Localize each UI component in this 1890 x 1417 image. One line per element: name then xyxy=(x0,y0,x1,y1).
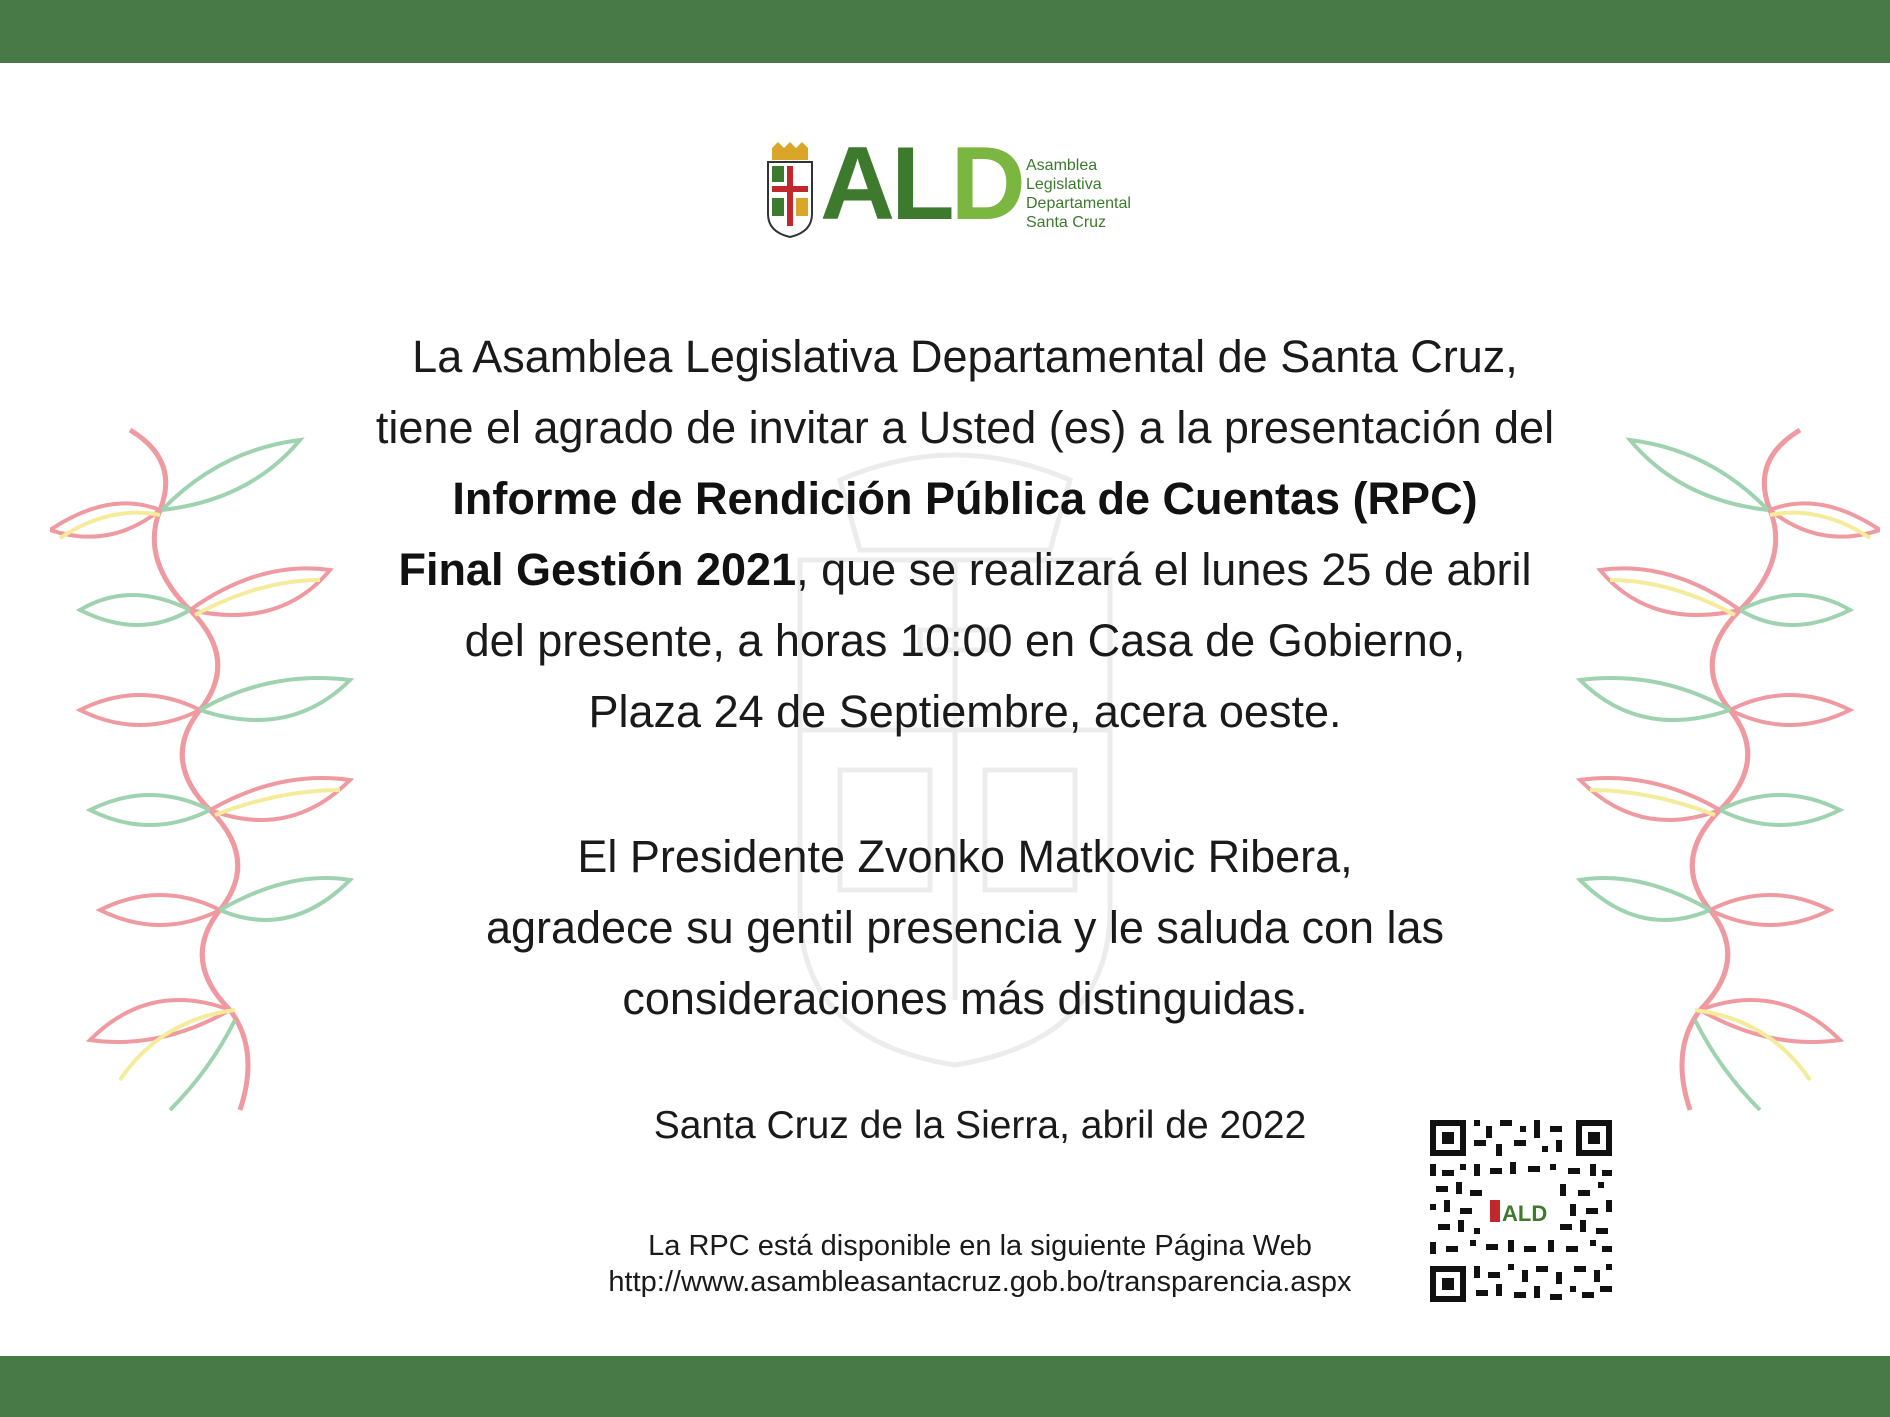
closing-line: agradece su gentil presencia y le saluda con las xyxy=(485,902,1445,953)
logo-abbr-light: D xyxy=(950,126,1022,242)
invitation-line xyxy=(300,534,1630,605)
invitation-line: del presente, a horas 10:00 en Casa de Gobierno, xyxy=(464,615,1466,666)
event-date-text: , que se realizará el lunes 25 de abril xyxy=(796,544,1532,595)
logo-name-line: Departamental xyxy=(1026,195,1131,212)
report-period: Final Gestión 2021 xyxy=(398,544,797,595)
closing-line: El Presidente Zvonko Matkovic Ribera, xyxy=(577,831,1353,882)
logo-name-line: Asamblea xyxy=(1026,157,1098,174)
logo-abbr-dark: AL xyxy=(820,126,951,242)
bottom-green-band xyxy=(0,1356,1890,1417)
qr-center-badge: ALD xyxy=(1502,1201,1548,1226)
top-green-band xyxy=(0,0,1890,63)
qr-code-icon[interactable] xyxy=(1430,1120,1612,1302)
invitation-line: La Asamblea Legislativa Departamental de Santa Cruz, xyxy=(412,331,1518,382)
report-title: Informe de Rendición Pública de Cuentas (RPC) xyxy=(452,473,1478,524)
closing-text xyxy=(300,821,1630,1034)
logo-institution-name xyxy=(1026,156,1156,232)
invitation-text xyxy=(300,321,1630,747)
coat-of-arms-icon xyxy=(764,142,816,238)
ald-logo xyxy=(764,126,1144,242)
footer-availability-text: La RPC está disponible en la siguiente Página Web xyxy=(648,1230,1312,1262)
place-and-date: Santa Cruz de la Sierra, abril de 2022 xyxy=(653,1104,1307,1147)
logo-name-line: Santa Cruz xyxy=(1026,214,1107,231)
logo-name-line: Legislativa xyxy=(1026,176,1102,193)
closing-line: consideraciones más distinguidas. xyxy=(622,973,1308,1024)
transparency-url-link[interactable]: http://www.asambleasantacruz.gob.bo/transparencia.aspx xyxy=(608,1266,1352,1298)
footer-note xyxy=(540,1228,1420,1300)
invitation-line: tiene el agrado de invitar a Usted (es) a la presentación del xyxy=(375,402,1555,453)
logo-abbreviation xyxy=(820,126,1022,242)
event-location: Plaza 24 de Septiembre, acera oeste. xyxy=(588,686,1342,737)
